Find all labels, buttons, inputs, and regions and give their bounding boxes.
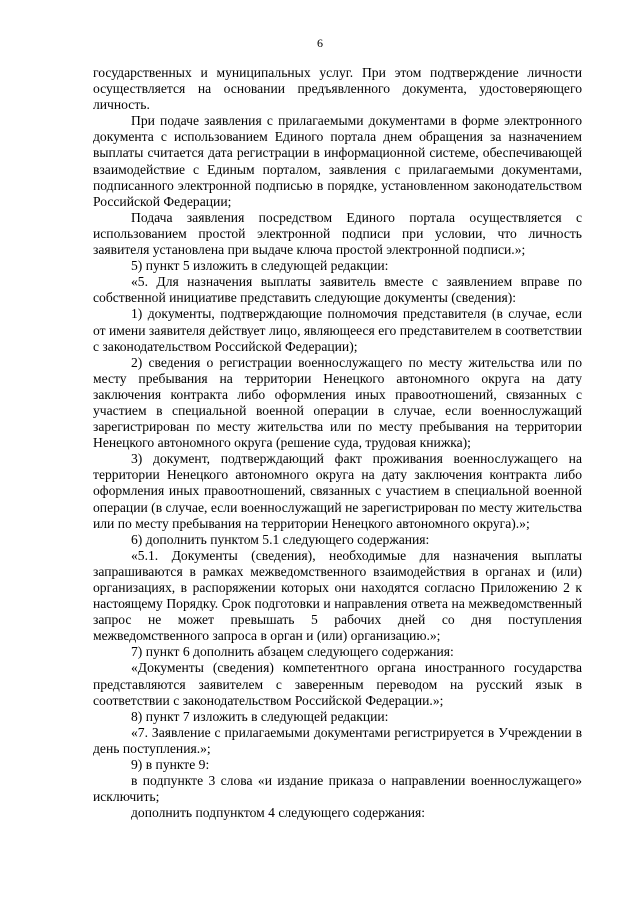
paragraph: «7. Заявление с прилагаемыми документами регистрируется в Учреждении в день поступления.»; — [93, 724, 582, 756]
page-number: 6 — [317, 36, 323, 50]
paragraph: «5.1. Документы (сведения), необходимые для назначения выплаты запрашиваются в рамках межведомственного взаимодействия в органах и (или) организациях, в распоряжении которых они находятся согласно Приложению 2 к настоящему Порядку. Срок подготовки и направления ответа на межведомственный запрос не может превышать 5 рабочих дней со дня поступления межведомственного запроса в орган и (или) организацию.»; — [93, 547, 582, 644]
paragraph: дополнить подпунктом 4 следующего содержания: — [131, 805, 426, 821]
paragraph: 6) дополнить пунктом 5.1 следующего содержания: — [131, 531, 430, 547]
paragraph: 2) сведения о регистрации военнослужащего по месту жительства или по месту пребывания на территории Ненецкого автономного округа на дату заключения контракта либо оформления иных правоотношений, связанных с участием в специальной военной операции в случае, если военнослужащий зарегистрирован по месту жительства или по месту пребывания на территории Ненецкого автономного округа (решение суда, трудовая книжка); — [93, 354, 582, 451]
paragraph: государственных и муниципальных услуг. При этом подтверждение личности осуществляется на основании предъявленного документа, удостоверяющего личность. — [93, 65, 582, 113]
paragraph: 7) пункт 6 дополнить абзацем следующего содержания: — [131, 644, 454, 660]
paragraph: 1) документы, подтверждающие полномочия представителя (в случае, если от имени заявителя действует лицо, являющееся его представителем в соответствии с законодательством Российской Федерации); — [93, 306, 582, 354]
paragraph: «5. Для назначения выплаты заявитель вместе с заявлением вправе по собственной инициативе представить следующие документы (сведения): — [93, 274, 582, 306]
paragraph: При подаче заявления с прилагаемыми документами в форме электронного документа с использованием Единого портала днем обращения за назначением выплаты считается дата регистрации в информационной системе, обеспечивающей взаимодействие с Единым порталом, заявления с прилагаемыми документами, подписанного электронной подписью в порядке, установленном законодательством Российской Федерации; — [93, 113, 582, 209]
paragraph: 5) пункт 5 изложить в следующей редакции: — [131, 258, 389, 274]
paragraph: в подпункте 3 слова «и издание приказа о направлении военнослужащего» исключить; — [93, 773, 582, 805]
paragraph: 8) пункт 7 изложить в следующей редакции: — [131, 708, 389, 724]
paragraph: «Документы (сведения) компетентного органа иностранного государства представляются заявителем с заверенным переводом на русский язык в соответствии с законодательством Российской Федерации.»; — [93, 660, 582, 708]
paragraph: Подача заявления посредством Единого портала осуществляется с использованием простой электронной подписи при условии, что личность заявителя установлена при выдаче ключа простой электронной подписи.»; — [93, 209, 582, 258]
paragraph: 9) в пункте 9: — [131, 757, 210, 773]
paragraph: 3) документ, подтверждающий факт проживания военнослужащего на территории Ненецкого автономного округа на дату заключения контракта либо оформления иных правоотношений, связанных с участием в специальной военной операции (в случае, если военнослужащий не зарегистрирован по месту жительства или по месту пребывания на территории Ненецкого автономного округа).»; — [93, 451, 582, 531]
document-body — [93, 65, 582, 821]
